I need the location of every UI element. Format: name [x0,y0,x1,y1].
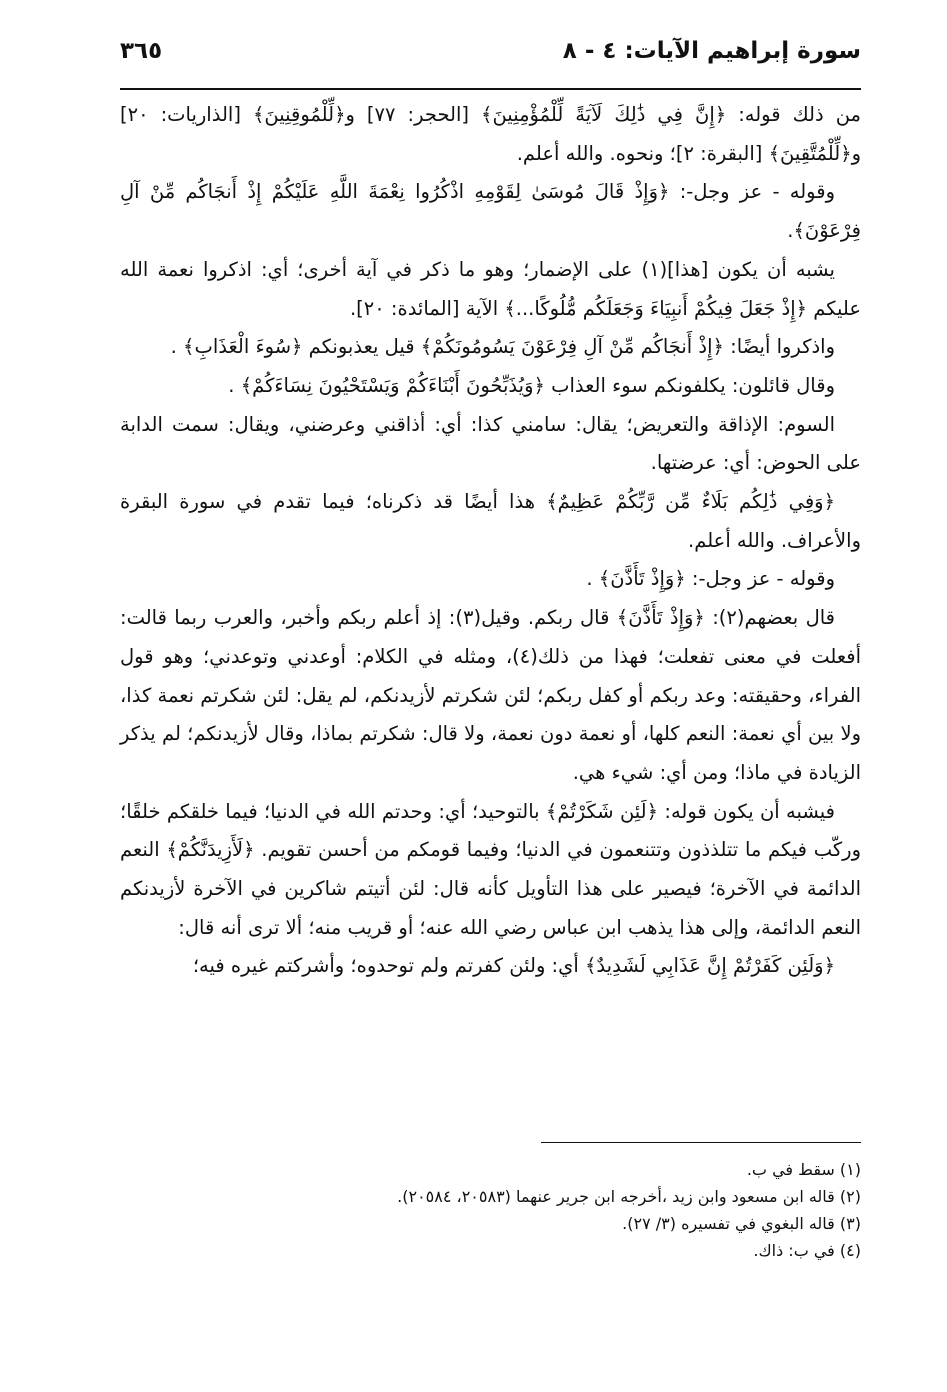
paragraph: ﴿وَفِي ذَٰلِكُم بَلَاءٌ مِّن رَّبِّكُمْ عَظِيمٌ﴾ هذا أيضًا قد ذكرناه؛ فيما تقدم في سورة البقرة والأعراف. والله أعلم. [120,490,861,552]
running-title: سورة إبراهيم الآيات: ٤ - ٨ [562,38,861,64]
paragraph: وقوله - عز وجل-: ﴿وَإِذْ تَأَذَّنَ﴾ . [586,567,835,591]
paragraph: ﴿وَلَئِن كَفَرْتُمْ إِنَّ عَذَابِي لَشَدِيدٌ﴾ أي: ولئن كفرتم ولم توحدوه؛ وأشركتم غيره فيه؛ [192,954,835,978]
footnote: (٤) في ب: ذاك. [753,1241,861,1260]
main-text [120,96,861,986]
footnote: (٢) قاله ابن مسعود وابن زيد ،أخرجه ابن جرير عنهما (٢٠٥٨٣، ٢٠٥٨٤). [397,1187,861,1206]
paragraph: فيشبه أن يكون قوله: ﴿لَئِن شَكَرْتُمْ﴾ بالتوحيد؛ أي: وحدتم الله في الدنيا؛ فيما خلقكم خلقًا؛ وركّب فيكم ما تتلذذون وتتنعمون في الدنيا؛ وفيما قومكم من أحسن تقويم. ﴿لَأَزِيدَنَّكُمْ﴾ النعم الدائمة في الآخرة؛ فيصير على هذا التأويل كأنه قال: لئن أتيتم شاكرين في الآخرة لأزيدنكم النعم الدائمة، وإلى هذا يذهب ابن عباس رضي الله عنه؛ أو قريب منه؛ ألا ترى أنه قال: [120,799,861,939]
paragraph: وقوله - عز وجل-: ﴿وَإِذْ قَالَ مُوسَىٰ لِقَوْمِهِ اذْكُرُوا نِعْمَةَ اللَّهِ عَلَيْكُمْ إِذْ أَنجَاكُم مِّنْ آلِ فِرْعَوْنَ﴾. [120,180,861,243]
footnote: (٣) قاله البغوي في تفسيره (٣/ ٢٧). [622,1214,861,1233]
footnote: (١) سقط في ب. [746,1160,861,1179]
paragraph: وقال قائلون: يكلفونكم سوء العذاب ﴿وَيُذَبِّحُونَ أَبْنَاءَكُمْ وَيَسْتَحْيُونَ نِسَاءَكُمْ﴾ . [228,373,835,397]
footnotes [120,1156,861,1264]
paragraph: السوم: الإذاقة والتعريض؛ يقال: سامني كذا: أي: أذاقني وعرضني، ويقال: سمت الدابة على الحوض: أي: عرضتها. [120,412,861,475]
header-rule [120,88,861,90]
paragraph: قال بعضهم(٢): ﴿وَإِذْ تَأَذَّنَ﴾ قال ربكم. وقيل(٣): إذ أعلم ربكم وأخبر، والعرب ربما قالت: أفعلت في معنى تفعلت؛ فهذا من ذلك(٤)، ومثله في الكلام: أوعدني وتوعدني؛ وهو قول الفراء، وحقيقته: وعد ربكم أو كفل ربكم؛ لئن شكرتم لأزيدنكم، لم يقل: لئن شكرتم نعمة كذا، ولا بين أي نعمة: النعم كلها، أو نعمة دون نعمة، ولا قال: شكرتم بماذا، وقال لأزيدنكم؛ لم يذكر الزيادة في ماذا؛ ومن أي: شيء هي. [120,606,861,784]
paragraph: من ذلك قوله: ﴿إِنَّ فِي ذَٰلِكَ لَآيَةً لِّلْمُؤْمِنِينَ﴾ [الحجر: ٧٧] و﴿لِّلْمُوقِنِينَ﴾ [الذاريات: ٢٠] و﴿لِّلْمُتَّقِينَ﴾ [البقرة: ٢]؛ ونحوه. والله أعلم. [120,103,861,165]
page-number: ٣٦٥ [120,38,163,64]
page-header [120,38,861,64]
paragraph: يشبه أن يكون [هذا](١) على الإضمار؛ وهو ما ذكر في آية أخرى؛ أي: اذكروا نعمة الله عليكم ﴿إِذْ جَعَلَ فِيكُمْ أَنبِيَاءَ وَجَعَلَكُم مُّلُوكًا...﴾ الآية [المائدة: ٢٠]. [120,257,861,320]
footnote-separator [541,1142,861,1143]
paragraph: واذكروا أيضًا: ﴿إِذْ أَنجَاكُم مِّنْ آلِ فِرْعَوْنَ يَسُومُونَكُمْ﴾ قيل يعذبونكم ﴿سُوءَ الْعَذَابِ﴾ . [170,335,835,359]
